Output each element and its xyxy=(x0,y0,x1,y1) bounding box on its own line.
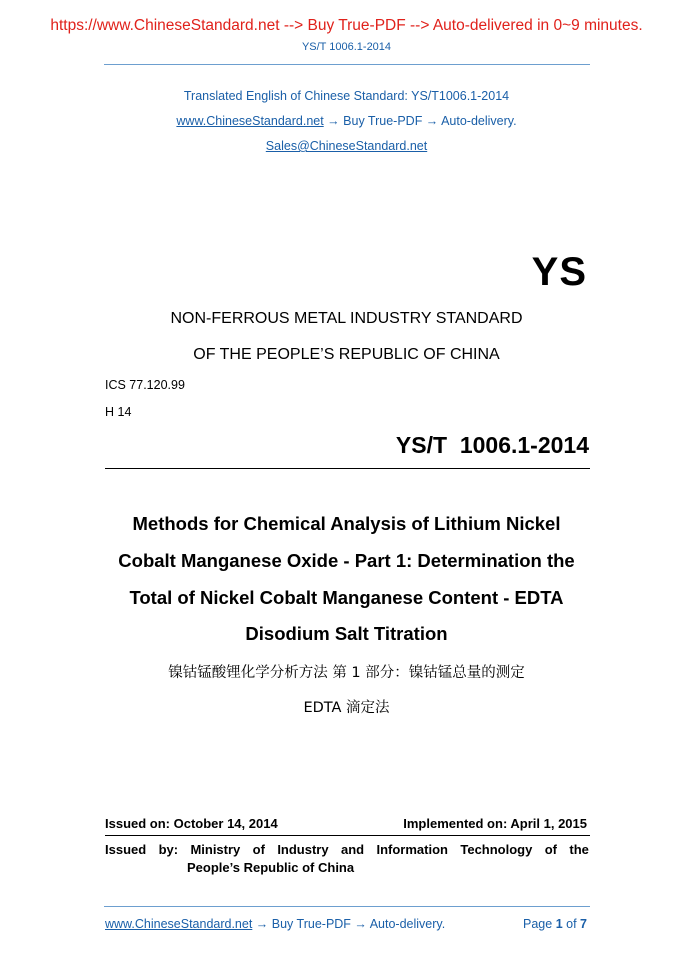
standard-logo: YS xyxy=(531,250,587,294)
issuer-word: Industry xyxy=(277,842,329,857)
footer-site-link[interactable]: www.ChineseStandard.net xyxy=(105,917,253,931)
translation-notice: Translated English of Chinese Standard: YS/T1006.1-2014 xyxy=(183,89,510,103)
delivery-text: → Buy True-PDF → Auto-delivery. xyxy=(323,114,517,128)
issuer-word: of xyxy=(544,842,557,857)
page-indicator xyxy=(523,917,587,931)
dates-divider xyxy=(105,835,590,836)
chinese-title-line-2: EDTA 滴定法 xyxy=(303,700,390,716)
implemented-on-date: Implemented on: April 1, 2015 xyxy=(403,816,587,831)
document-title-line-3: Total of Nickel Cobalt Manganese Content - EDTA xyxy=(129,587,564,608)
title-divider xyxy=(105,468,590,469)
chinese-title-line-1: 镍钴锰酸锂化学分析方法 第 1 部分：镍钴锰总量的测定 xyxy=(168,665,525,681)
document-title-line-1: Methods for Chemical Analysis of Lithium Nickel xyxy=(132,513,561,534)
header-standard-code: YS/T 1006.1-2014 xyxy=(301,41,392,53)
ics-code: ICS 77.120.99 xyxy=(105,378,185,392)
issuer-word: Information xyxy=(376,842,448,857)
sales-email-link[interactable]: Sales@ChineseStandard.net xyxy=(265,139,428,153)
page-current: 1 xyxy=(555,917,563,931)
issuer-word: of xyxy=(252,842,265,857)
organization-line-1: NON-FERROUS METAL INDUSTRY STANDARD xyxy=(170,310,523,327)
organization-line-2: OF THE PEOPLE’S REPUBLIC OF CHINA xyxy=(193,346,500,363)
ccs-code: H 14 xyxy=(105,405,132,419)
site-link[interactable]: www.ChineseStandard.net xyxy=(176,114,324,128)
sales-email-line xyxy=(0,139,693,153)
issuer-word: Ministry xyxy=(190,842,241,857)
document-title-line-2: Cobalt Manganese Oxide - Part 1: Determination the xyxy=(118,550,575,571)
page-label: Page xyxy=(523,917,553,931)
issuer-word: and xyxy=(340,842,365,857)
footer-divider xyxy=(104,906,590,907)
issuer-word: Issued xyxy=(105,842,147,857)
header-divider xyxy=(104,64,590,65)
document-title-line-4: Disodium Salt Titration xyxy=(245,623,448,644)
issued-on-date: Issued on: October 14, 2014 xyxy=(105,816,278,831)
issued-by-line-2: People’s Republic of China xyxy=(187,860,355,875)
top-banner[interactable] xyxy=(0,17,693,35)
issuer-word: by: xyxy=(158,842,179,857)
banner-text[interactable]: https://www.ChineseStandard.net --> Buy True-PDF --> Auto-delivered in 0~9 minutes. xyxy=(50,17,643,34)
page-total: 7 xyxy=(580,917,587,931)
standard-number: YS/T 1006.1-2014 xyxy=(395,432,589,458)
footer-delivery-text: → Buy True-PDF → Auto-delivery. xyxy=(252,917,446,931)
issued-by-block xyxy=(105,842,589,875)
footer-links xyxy=(105,917,445,931)
page-of: of xyxy=(566,917,577,931)
issued-by-line-1 xyxy=(105,842,589,857)
issuer-word: the xyxy=(569,842,589,857)
issuer-word: Technology xyxy=(460,842,533,857)
translation-delivery-line xyxy=(0,114,693,128)
